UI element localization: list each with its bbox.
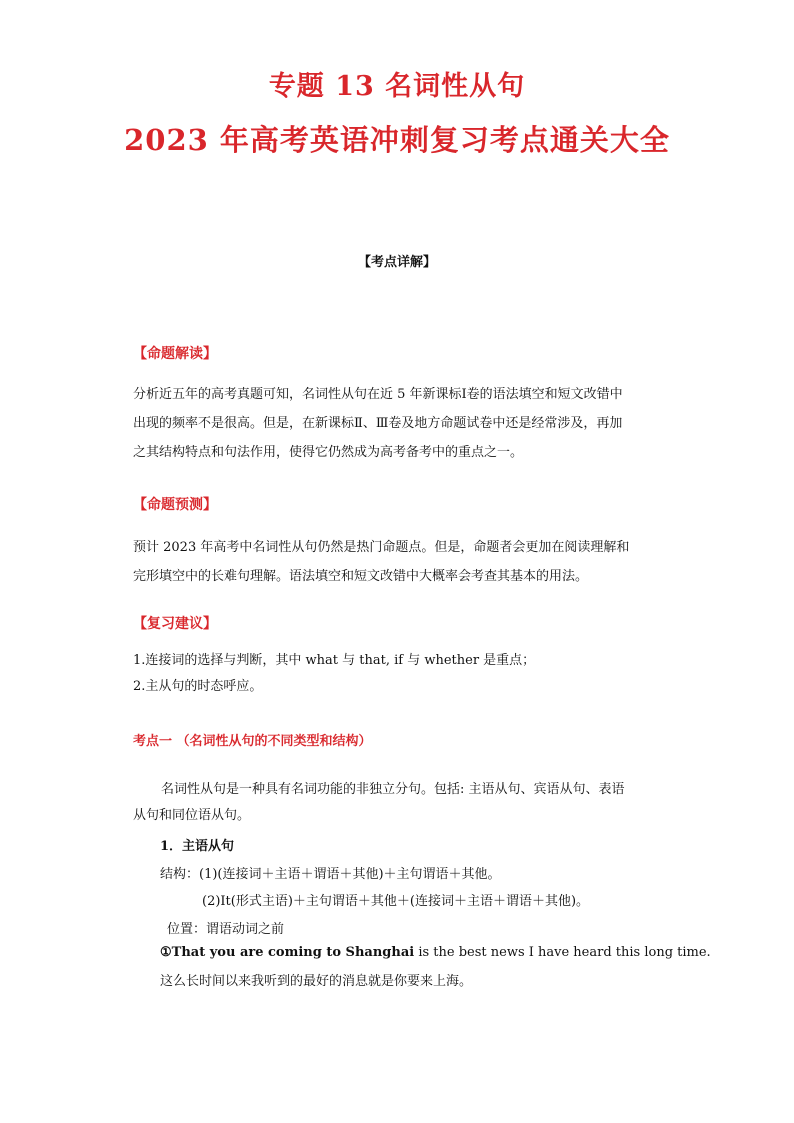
paragraph-line: 之其结构特点和句法作用，使得它仍然成为高考备考中的重点之一。 xyxy=(133,445,524,460)
paragraph-line: 出现的频率不是很高。但是，在新课标Ⅱ、Ⅲ卷及地方命题试卷中还是经常涉及，再加 xyxy=(133,416,623,431)
section-heading: 【考点详解】 xyxy=(357,255,436,270)
example-number-marker: ① xyxy=(160,945,172,960)
doc-subtitle: 2023 年高考英语冲刺复习考点通关大全 xyxy=(124,123,670,157)
structure-line-2: (2)It(形式主语)＋主句谓语＋其他＋(连接词＋主语＋谓语＋其他)。 xyxy=(202,894,590,909)
intro-line: 从句和同位语从句。 xyxy=(133,808,251,823)
kaodian-intro xyxy=(133,777,663,829)
example-rest: is the best news I have heard this long time. xyxy=(414,945,711,960)
example-bold-clause: That you are coming to Shanghai xyxy=(171,945,415,960)
paragraph-line: 预计 2023 年高考中名词性从句仍然是热门命题点。但是，命题者会更加在阅读理解和 xyxy=(133,540,630,555)
doc-title: 专题 13 名词性从句 xyxy=(268,71,526,102)
subsection-title: 1．主语从句 xyxy=(160,839,235,854)
tag-fuxi-jianyi: 【复习建议】 xyxy=(133,616,217,632)
tag-mingti-yuce: 【命题预测】 xyxy=(133,497,217,513)
kaodian-title: 考点一 （名词性从句的不同类型和结构） xyxy=(133,734,372,749)
example-sentence xyxy=(160,945,711,960)
structure-line-1: 结构：(1)(连接词＋主语＋谓语＋其他)＋主句谓语＋其他。 xyxy=(160,867,501,882)
paragraph-mingti-jiedu xyxy=(133,380,665,467)
paragraph-line: 分析近五年的高考真题可知，名词性从句在近 5 年新课标Ⅰ卷的语法填空和短文改错中 xyxy=(133,387,623,402)
tag-mingti-jiedu: 【命题解读】 xyxy=(133,346,217,362)
paragraph-line: 完形填空中的长难句理解。语法填空和短文改错中大概率会考查其基本的用法。 xyxy=(133,569,589,584)
example-translation: 这么长时间以来我听到的最好的消息就是你要来上海。 xyxy=(160,974,473,989)
intro-line: 名词性从句是一种具有名词功能的非独立分句。包括: 主语从句、宾语从句、表语 xyxy=(161,782,625,797)
paragraph-mingti-yuce xyxy=(133,533,665,591)
review-suggestions-list xyxy=(133,648,665,700)
list-item: 2.主从句的时态呼应。 xyxy=(133,679,263,694)
list-item: 1.连接词的选择与判断，其中 what 与 that, if 与 whether 是重点； xyxy=(133,653,536,668)
position-line: 位置：谓语动词之前 xyxy=(167,922,285,937)
